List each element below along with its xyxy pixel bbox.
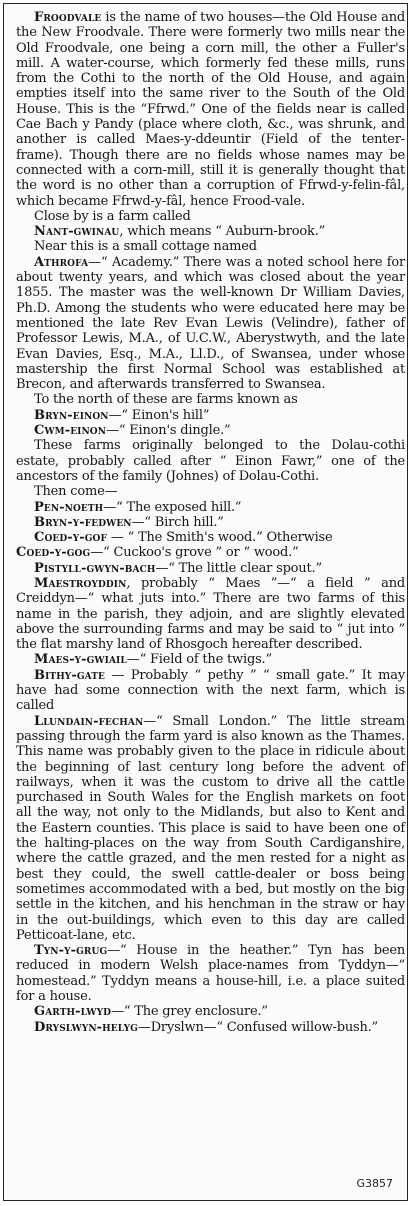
clipping-frame bbox=[3, 3, 408, 1201]
paragraph-text: —“ Birch hill.” bbox=[131, 514, 224, 530]
paragraph-text: —“ Field of the twigs.” bbox=[126, 652, 272, 668]
paragraph-text: —“ The little clear spout.” bbox=[155, 560, 322, 576]
paragraph bbox=[16, 500, 405, 515]
paragraph-text: —“ The exposed hill.” bbox=[103, 499, 242, 515]
paragraph bbox=[16, 1020, 405, 1035]
reference-number: G3857 bbox=[356, 1177, 393, 1190]
place-name: Tyn-y-grug bbox=[34, 943, 108, 959]
place-name: Dryslwyn-helyg bbox=[34, 1019, 138, 1035]
paragraph bbox=[16, 1004, 405, 1019]
place-name: Bryn-y-fedwen bbox=[34, 514, 132, 530]
paragraph-text: , probably “ Maes ”—“ a field ” and Creiddyn—“ what juts into.” There are two farms of this name in the parish, they adjoin, and are slightly elevated above the surrounding farms and may be said to “ jut into ” the flat marshy land of Rhosgoch hereafter described. bbox=[16, 575, 405, 653]
paragraph bbox=[16, 239, 405, 254]
place-name: Athrofa bbox=[34, 254, 89, 270]
place-name: Pistyll-gwyn-bach bbox=[34, 560, 156, 576]
paragraph-text: Then come— bbox=[34, 484, 118, 500]
place-name: Bithy-gate bbox=[34, 667, 105, 683]
paragraph bbox=[16, 561, 405, 576]
paragraph bbox=[16, 408, 405, 423]
place-name: Bryn-einon bbox=[34, 407, 109, 423]
paragraph bbox=[16, 668, 405, 714]
paragraph bbox=[16, 209, 405, 224]
paragraph bbox=[16, 530, 405, 545]
paragraph-text: — Probably “ pethy ” “ small gate.” It may have had some connection with the next farm, which is called bbox=[16, 667, 405, 714]
paragraph bbox=[16, 652, 405, 667]
paragraph-text: —“ Cuckoo's grove ” or “ wood.” bbox=[90, 545, 299, 561]
place-name: Coed-y-gog bbox=[16, 545, 91, 561]
place-name: Maestroyddin bbox=[34, 575, 127, 591]
paragraph bbox=[16, 515, 405, 530]
paragraph bbox=[16, 423, 405, 438]
place-name: Cwm-einon bbox=[34, 423, 107, 439]
paragraph bbox=[16, 10, 405, 209]
paragraph-text: These farms originally belonged to the Dolau-cothi estate, probably called after “ Einon Fawr,” one of the ancestors of the family (Johnes) of Dolau-Cothi. bbox=[16, 438, 405, 484]
place-name: Garth-lwyd bbox=[34, 1004, 112, 1020]
paragraph-text: To the north of these are farms known as bbox=[34, 392, 298, 408]
paragraph-text: —“ Einon's hill” bbox=[108, 407, 210, 423]
paragraph bbox=[16, 943, 405, 1004]
paragraph bbox=[16, 576, 405, 652]
paragraph-text: —“ Einon's dingle.” bbox=[106, 423, 231, 439]
place-name: Nant-gwinau bbox=[34, 224, 120, 240]
paragraph bbox=[16, 392, 405, 407]
paragraph-text: —“ House in the heather.” Tyn has been reduced in modern Welsh place-names from Tyddyn—“ homestead.” Tyddyn means a house-hill, i.e. a place suited for a house. bbox=[16, 943, 405, 1004]
paragraph-text: Near this is a small cottage named bbox=[34, 239, 257, 255]
paragraph bbox=[16, 255, 405, 393]
paragraph bbox=[16, 484, 405, 499]
paragraph bbox=[16, 438, 405, 484]
paragraph-text: —“ Academy.” There was a noted school here for about twenty years, and which was closed about the year 1855. The master was the well-known Dr William Davies, Ph.D. Among the students who were educated here may be mentioned the late Rev Evan Lewis (Velindre), father of Professor Lewis, M.A., of U.C.W., Aberystwyth, and the late Evan Davies, Esq., M.A., Ll.D., of Swansea, under whose mastership the first Normal School was established at Brecon, and afterwards transferred to Swansea. bbox=[16, 254, 405, 393]
paragraph-text: is the name of two houses—the Old House and the New Froodvale. There were formerly two mills near the Old Froodvale, one being a corn mill, the other a Fuller's mill. A water-course, which formerly fed these mills, runs from the Cothi to the north of the Old House, and again empties itself into the same river to the South of the Old House. This is the “Ffrwd.” One of the fields near is called Cae Bach y Pandy (place where cloth, &c., was shrunk, and another is called Maes-y-ddeuntir (Field of the tenter-frame). Though there are no fields whose names may be connected with a corn-mill, still it is generally thought that the word is no other than a corruption of Ffrwd-y-felin-fâl, which became Ffrwd-y-fâl, hence Frood-vale. bbox=[16, 10, 405, 209]
paragraph bbox=[16, 545, 405, 560]
paragraph bbox=[16, 714, 405, 943]
article-body bbox=[16, 10, 405, 1035]
paragraph bbox=[16, 224, 405, 239]
paragraph-text: —Dryslwn—“ Confused willow-bush.” bbox=[137, 1019, 379, 1035]
place-name: Llundain-fechan bbox=[34, 713, 144, 729]
paragraph-text: —“ Small London.” The little stream passing through the farm yard is also known as the Thames. This name was probably given to the place in ridicule about the beginning of last century long before the advent of railways, when it was the custom to drive all the cattle purchased in South Wales for the English markets on foot all the way, not only to the Midlands, but also to Kent and the Eastern counties. This place is said to have been one of the halting-places on the way from South Cardiganshire, where the cattle grazed, and the men rested for a night as best they could, the swell cattle-dealer or boss being sometimes accommodated with a bed, but mostly on the big settle in the kitchen, and his henchman in the straw or hay in the out-buildings, which even to this day are called Petticoat-lane, etc. bbox=[16, 713, 405, 943]
place-name: Maes-y-gwiail bbox=[34, 652, 127, 668]
place-name: Pen-noeth bbox=[34, 499, 104, 515]
place-name: Coed-y-gof bbox=[34, 530, 107, 546]
place-name: Froodvale bbox=[34, 10, 102, 25]
paragraph-text: —“ The grey enclosure.” bbox=[111, 1004, 268, 1020]
paragraph-text: , which means “ Auburn-brook.” bbox=[119, 224, 326, 240]
paragraph-text: — “ The Smith's wood.” Otherwise bbox=[106, 530, 333, 546]
paragraph-text: Close by is a farm called bbox=[34, 208, 191, 224]
